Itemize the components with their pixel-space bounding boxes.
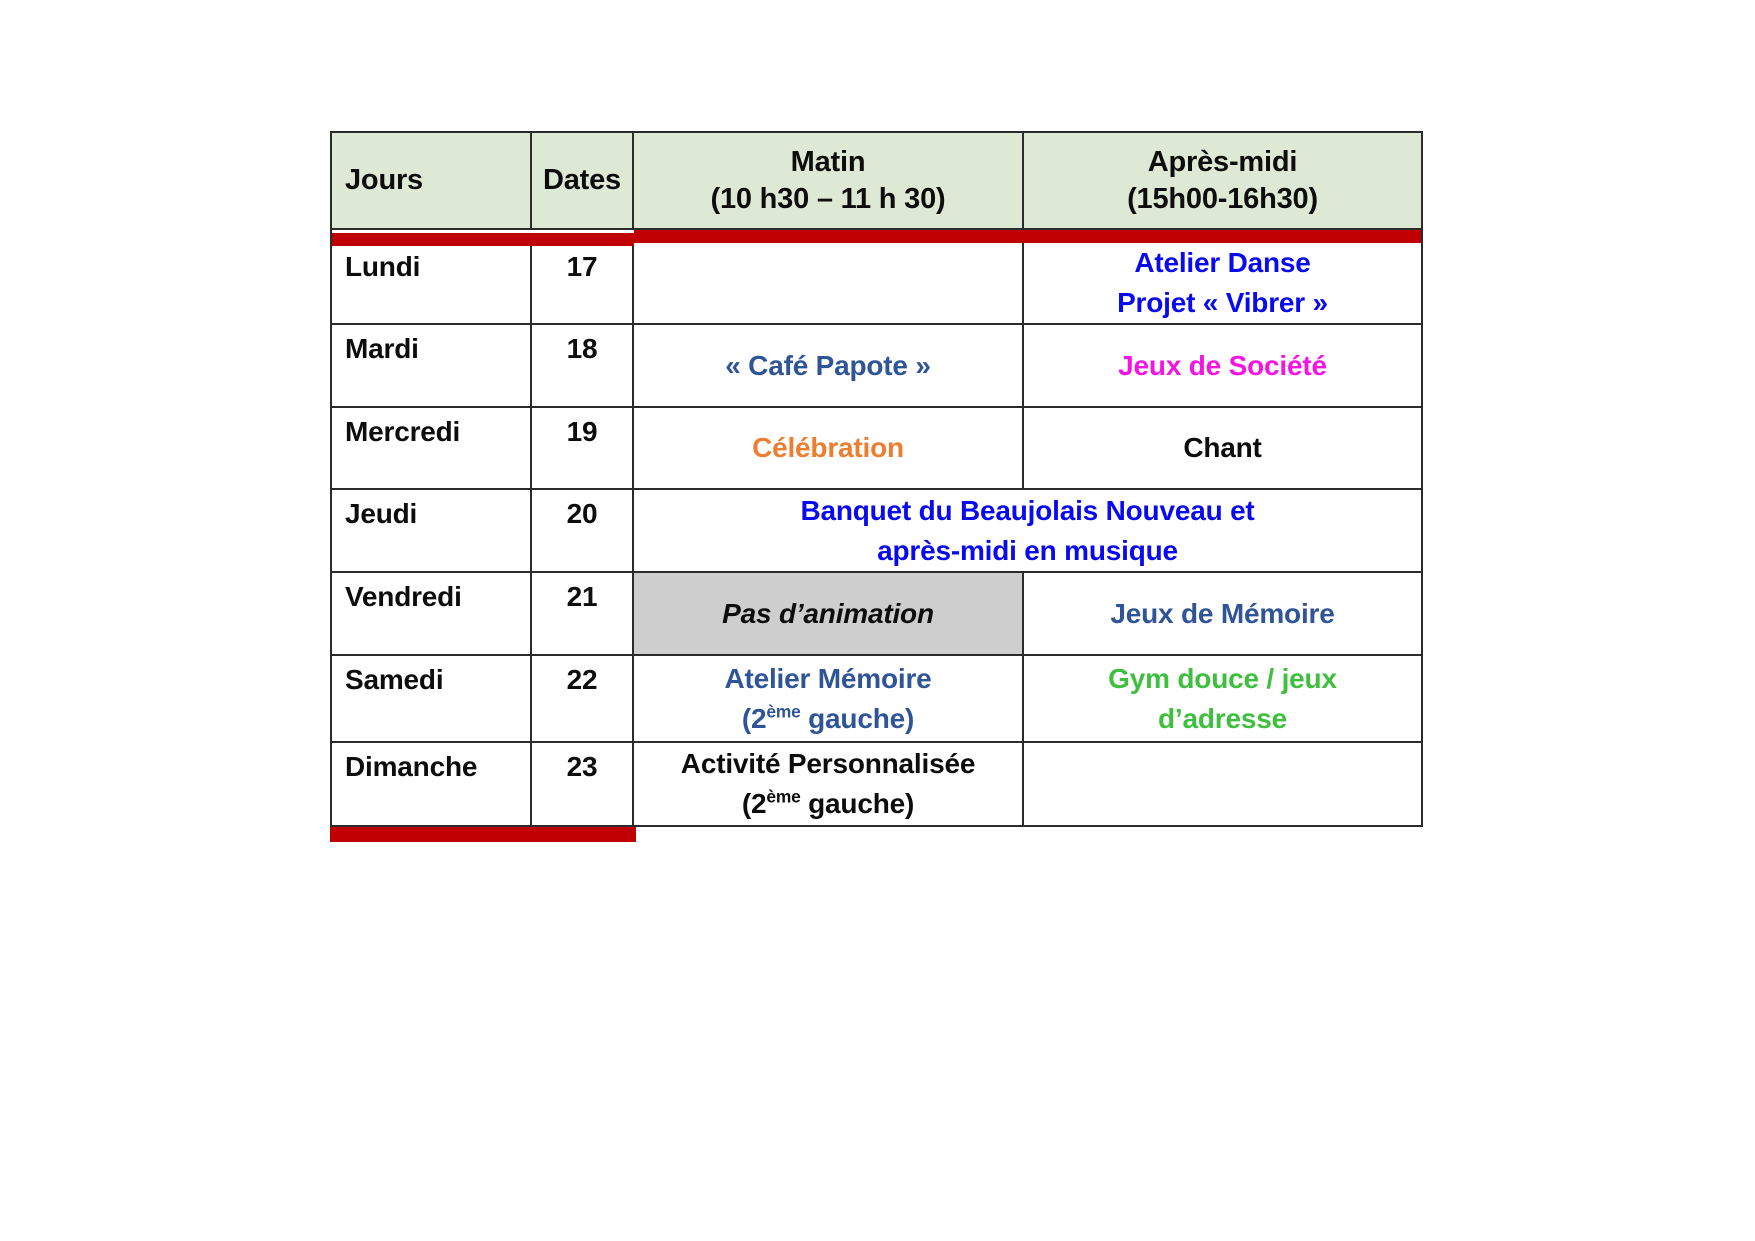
day-cell-vendredi: Vendredi (332, 573, 532, 656)
activity-line-part: gauche) (800, 702, 915, 734)
activity-afternoon-mercredi (1024, 408, 1421, 490)
activity-morning-samedi (634, 656, 1024, 743)
activity-morning-mardi (634, 325, 1024, 408)
activity-afternoon-vendredi (1024, 573, 1421, 656)
header-dates-label: Dates (543, 164, 621, 196)
activity-line: Gym douce / jeux (1108, 662, 1337, 694)
header-jours-label: Jours (345, 164, 423, 196)
header-red-bar-left (332, 233, 634, 246)
weekly-schedule-table-wrap (330, 131, 1423, 827)
day-cell-mardi: Mardi (332, 325, 532, 408)
header-red-bar-right (634, 230, 1421, 243)
activity-line: Atelier Danse (1134, 247, 1311, 278)
activity-line: Pas d’animation (722, 597, 934, 629)
date-cell-mardi: 18 (532, 325, 634, 408)
activity-line: Banquet du Beaujolais Nouveau et (800, 494, 1255, 526)
activity-line: après-midi en musique (877, 534, 1178, 566)
date-cell-jeudi: 20 (532, 490, 634, 573)
activity-line-part: (2 (741, 788, 767, 819)
activity-morning-lundi-empty (634, 243, 1024, 325)
date-cell-lundi: 17 (532, 243, 634, 325)
activity-line (742, 699, 914, 739)
header-cell-dates (532, 133, 634, 230)
activity-line: « Café Papote » (725, 349, 931, 381)
header-matin-hours: (10 h30 – 11 h 30) (710, 182, 946, 215)
activity-afternoon-mardi (1024, 325, 1421, 408)
activity-line: Célébration (752, 432, 904, 463)
day-cell-mercredi: Mercredi (332, 408, 532, 490)
activity-morning-vendredi-no-animation (634, 573, 1024, 656)
superscript-eme: ème (766, 786, 801, 807)
activity-line: d’adresse (1158, 702, 1287, 734)
activity-line: Jeux de Mémoire (1110, 597, 1335, 629)
activity-line (742, 784, 914, 824)
activity-line: Chant (1183, 432, 1262, 463)
activity-fullday-jeudi (634, 490, 1421, 573)
activity-line-part: (2 (741, 702, 767, 734)
weekly-schedule-table (332, 133, 1421, 825)
date-cell-dimanche: 23 (532, 743, 634, 825)
header-apres-midi-hours: (15h00-16h30) (1127, 182, 1318, 215)
day-cell-dimanche: Dimanche (332, 743, 532, 825)
activity-line: Projet « Vibrer » (1117, 287, 1328, 318)
superscript-eme: ème (766, 701, 801, 722)
day-cell-samedi: Samedi (332, 656, 532, 743)
header-cell-apres-midi (1024, 133, 1421, 230)
header-apres-midi-title: Après-midi (1147, 145, 1298, 178)
activity-afternoon-lundi (1024, 243, 1421, 325)
activity-line: Atelier Mémoire (724, 662, 932, 694)
activity-morning-dimanche (634, 743, 1024, 825)
date-cell-mercredi: 19 (532, 408, 634, 490)
header-matin-title: Matin (790, 145, 866, 178)
date-cell-samedi: 22 (532, 656, 634, 743)
header-cell-jours (332, 133, 532, 230)
activity-afternoon-samedi (1024, 656, 1421, 743)
activity-morning-mercredi (634, 408, 1024, 490)
day-cell-jeudi: Jeudi (332, 490, 532, 573)
footer-red-bar (330, 827, 636, 842)
activity-line: Activité Personnalisée (680, 748, 976, 779)
date-cell-vendredi: 21 (532, 573, 634, 656)
activity-afternoon-dimanche-empty (1024, 743, 1421, 825)
activity-line-part: gauche) (800, 788, 915, 819)
activity-line: Jeux de Société (1118, 349, 1327, 381)
day-cell-lundi: Lundi (332, 243, 532, 325)
header-cell-matin (634, 133, 1024, 230)
